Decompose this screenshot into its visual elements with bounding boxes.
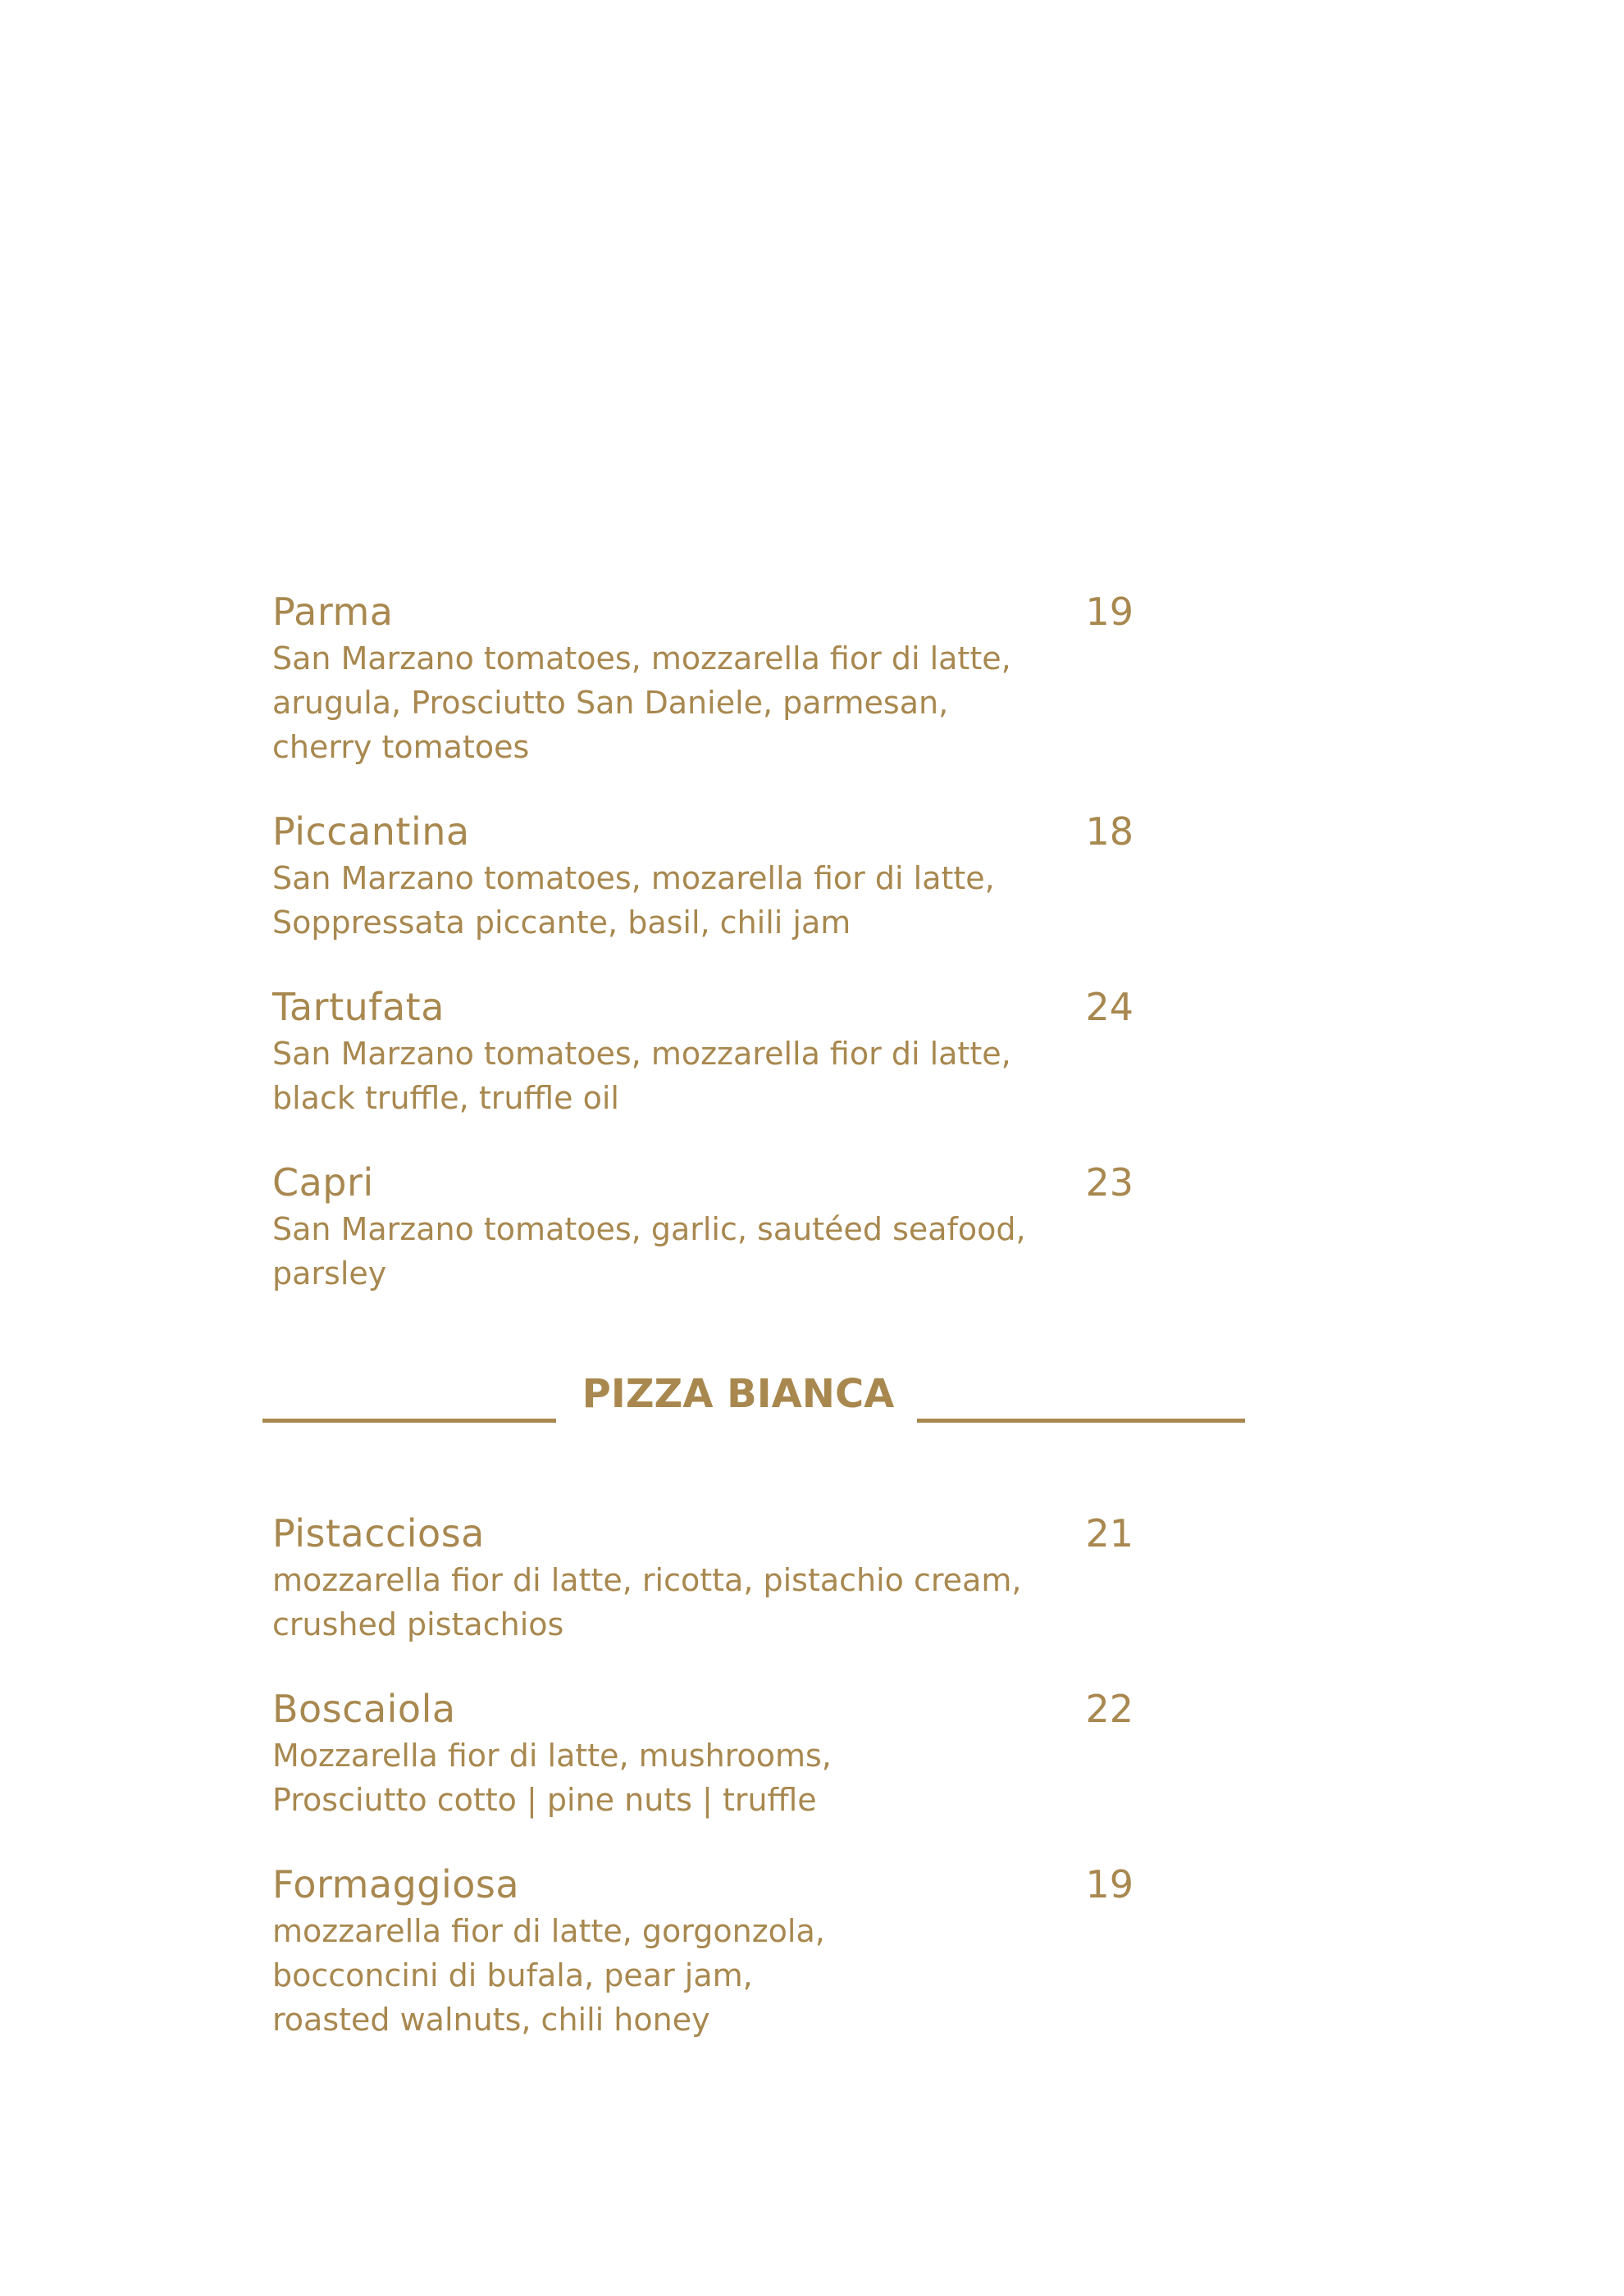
item-name: Pistacciosa bbox=[272, 1511, 485, 1556]
section-heading-pizza-bianca bbox=[262, 1361, 1247, 1427]
item-name: Capri bbox=[272, 1160, 374, 1205]
section-title: PIZZA BIANCA bbox=[582, 1371, 895, 1417]
item-description bbox=[272, 1032, 1093, 1120]
item-description bbox=[272, 1207, 1093, 1296]
description-line: Mozzarella fior di latte, mushrooms, bbox=[272, 1738, 832, 1774]
description-line: roasted walnuts, chili honey bbox=[272, 2002, 710, 2038]
item-description bbox=[272, 1558, 1093, 1647]
item-description bbox=[272, 856, 1093, 945]
item-name: Parma bbox=[272, 590, 394, 634]
description-line: San Marzano tomatoes, garlic, sautéed seafood, bbox=[272, 1211, 1026, 1247]
description-line: mozzarella fior di latte, ricotta, pistachio cream, bbox=[272, 1562, 1022, 1598]
description-line: Soppressata piccante, basil, chili jam bbox=[272, 904, 851, 941]
heading-rule-left bbox=[262, 1419, 556, 1423]
description-line: mozzarella fior di latte, gorgonzola, bbox=[272, 1913, 825, 1949]
item-price: 22 bbox=[1085, 1687, 1134, 1731]
description-line: parsley bbox=[272, 1255, 387, 1292]
description-line: San Marzano tomatoes, mozarella fior di latte, bbox=[272, 860, 995, 896]
item-price: 24 bbox=[1085, 985, 1134, 1029]
description-line: arugula, Prosciutto San Daniele, parmesan, bbox=[272, 685, 949, 721]
description-line: San Marzano tomatoes, mozzarella fior di latte, bbox=[272, 640, 1011, 676]
item-name: Piccantina bbox=[272, 809, 470, 854]
description-line: Prosciutto cotto | pine nuts | truffle bbox=[272, 1782, 817, 1818]
item-price: 19 bbox=[1085, 1862, 1134, 1906]
heading-rule-right bbox=[917, 1419, 1245, 1423]
item-name: Formaggiosa bbox=[272, 1862, 520, 1906]
item-name: Boscaiola bbox=[272, 1687, 456, 1731]
item-description bbox=[272, 1909, 1093, 2042]
item-description bbox=[272, 1733, 1093, 1822]
description-line: bocconcini di bufala, pear jam, bbox=[272, 1957, 753, 1993]
item-price: 18 bbox=[1085, 809, 1134, 854]
description-line: crushed pistachios bbox=[272, 1606, 564, 1642]
item-price: 23 bbox=[1085, 1160, 1134, 1205]
item-name: Tartufata bbox=[272, 985, 445, 1029]
item-price: 19 bbox=[1085, 590, 1134, 634]
description-line: black truffle, truffle oil bbox=[272, 1080, 619, 1116]
item-price: 21 bbox=[1085, 1511, 1134, 1556]
description-line: San Marzano tomatoes, mozzarella fior di latte, bbox=[272, 1036, 1011, 1072]
item-description bbox=[272, 636, 1093, 769]
description-line: cherry tomatoes bbox=[272, 729, 530, 765]
